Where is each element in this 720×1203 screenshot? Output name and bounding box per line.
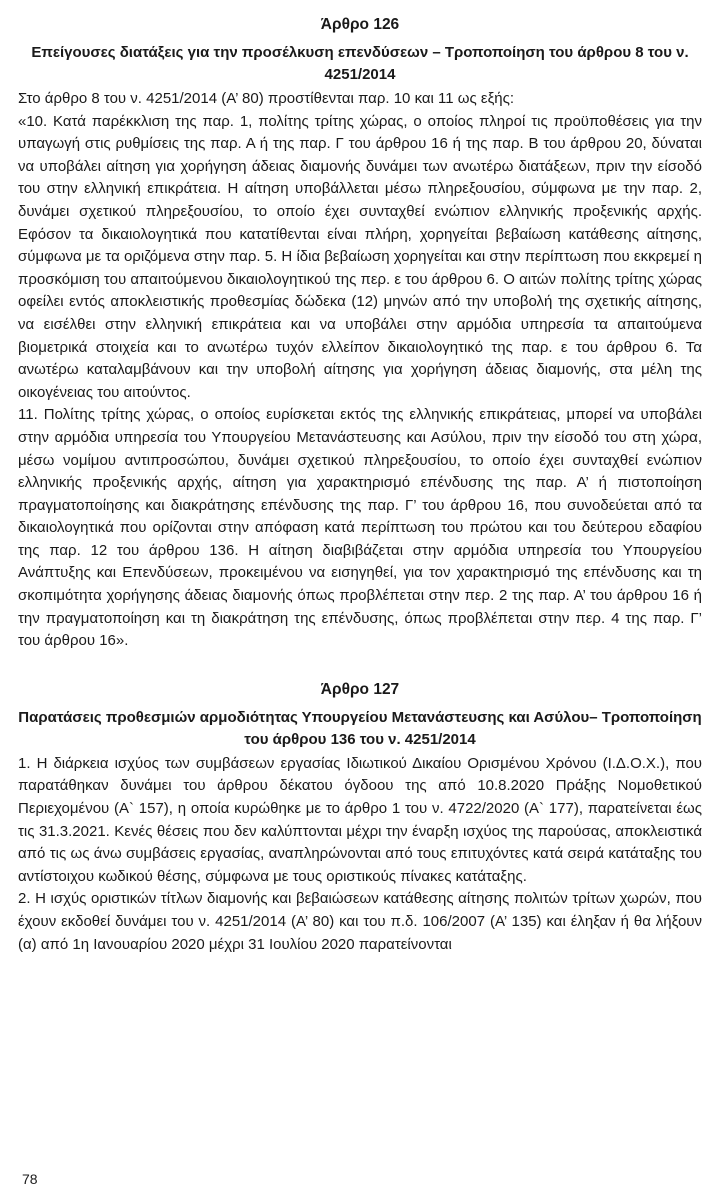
article-paragraph: 1. Η διάρκεια ισχύος των συμβάσεων εργασίας Ιδιωτικού Δικαίου Ορισμένου Χρόνου (Ι.Δ.Ο.Χ.), που παρατάθηκαν δυνάμει του άρθρου δέκατου όγδοου της από 10.8.2020 Πράξης Νομοθετικού Περιεχομένου (Α` 157), η οποία κυρώθηκε με το άρθρο 1 του ν. 4722/2020 (Α` 177), παρατείνεται έως τις 31.3.2021. Κενές θέσεις που δεν καλύπτονται μέχρι την έναρξη ισχύος της παρούσας, αποκλειστικά από τις ως άνω συμβάσεις εργασίας, αναπληρώνονται από τους επιτυχόντες κατά σειρά κατάταξης του αντίστοιχου κωδικού θέσης, σύμφωνα με τους οριστικούς πίνακες κατάταξης. bbox=[18, 754, 702, 885]
article-heading: Άρθρο 127 bbox=[320, 680, 400, 698]
document-page bbox=[18, 14, 702, 956]
article-heading: Άρθρο 126 bbox=[320, 16, 400, 33]
article-127 bbox=[18, 679, 702, 956]
article-paragraph: «10. Κατά παρέκκλιση της παρ. 1, πολίτης τρίτης χώρας, ο οποίος πληροί τις προϋποθέσεις για την υπαγωγή στις ρυθμίσεις της παρ. Α ή της παρ. Γ του άρθρου 16 ή της παρ. Β του άρθρου 20, δύναται να υποβάλει αίτηση για χορήγηση άδειας διαμονής δυνάμει των ανωτέρω διατάξεων, πριν την είσοδό του στην ελληνική επικράτεια. Η αίτηση υποβάλλεται μέσω πληρεξουσίου, σύμφωνα με την παρ. 2, δυνάμει σχετικού πληρεξουσίου, το οποίο έχει συνταχθεί ενώπιον ελληνικής προξενικής αρχής. Εφόσον τα δικαιολογητικά που κατατίθενται είναι πλήρη, χορηγείται βεβαίωση κατάθεσης αίτησης, σύμφωνα με τα οριζόμενα στην παρ. 5. Η ίδια βεβαίωση χορηγείται και στην περίπτωση που εκκρεμεί η προσκόμιση του απαιτούμενου δικαιολογητικού της περ. ε του άρθρου 6. Ο αιτών πολίτης τρίτης χώρας οφείλει εντός αποκλειστικής προθεσμίας δώδεκα (12) μηνών από την υποβολή της σχετικής αίτησης, να εισέλθει στην ελληνική επικράτεια και να υποβάλει στην αρμόδια υπηρεσία τα απαιτούμενα βιομετρικά στοιχεία και το ανωτέρω τυχόν ελλείπον δικαιολογητικό της παρ. ε του άρθρου 6. Τα ανωτέρω καταλαμβάνουν και την υποβολή αίτησης για χορήγηση άδειας διαμονής, στα μέλη της οικογένειας του αιτούντος. bbox=[18, 112, 702, 401]
article-subtitle: Παρατάσεις προθεσμιών αρμοδιότητας Υπουργείου Μετανάστευσης και Ασύλου– Τροποποίηση του άρθρου 136 του ν. 4251/2014 bbox=[18, 708, 702, 748]
article-paragraph: Στο άρθρο 8 του ν. 4251/2014 (Α’ 80) προστίθενται παρ. 10 και 11 ως εξής: bbox=[18, 90, 515, 107]
article-126 bbox=[18, 14, 702, 653]
article-paragraph: 11. Πολίτης τρίτης χώρας, ο οποίος ευρίσκεται εκτός της ελληνικής επικράτειας, μπορεί να υποβάλει στην αρμόδια υπηρεσία του Υπουργείου Μετανάστευσης και Ασύλου, πριν την είσοδό του στη χώρα, μέσω νομίμου αντιπροσώπου, δυνάμει σχετικού πληρεξουσίου, το οποίο έχει συνταχθεί ενώπιον ελληνικής προξενικής αρχής, αίτηση για χαρακτηρισμό επένδυσης της παρ. Α’ ή πιστοποίηση πραγματοποίησης και διακράτησης επένδυσης της παρ. Γ’ του άρθρου 16, που συνοδεύεται από τα δικαιολογητικά που ορίζονται στην απόφαση κατά περίπτωση του πρώτου και του δεύτερου εδαφίου της παρ. 12 του άρθρου 136. Η αίτηση διαβιβάζεται στην αρμόδια υπηρεσία του Υπουργείου Ανάπτυξης και Επενδύσεων, προκειμένου να εισηγηθεί, για τον χαρακτηρισμό της επένδυσης και τη σκοπιμότητα χορήγησης άδειας διαμονής όπως προβλέπεται στην περ. 2 της παρ. Α’ του άρθρου 16 ή την πραγματοποίηση και τη διακράτηση της επένδυσης, όπως προβλέπεται στην περ. 4 της παρ. Γ’ του άρθρου 16». bbox=[18, 406, 702, 650]
article-paragraph: 2. Η ισχύς οριστικών τίτλων διαμονής και βεβαιώσεων κατάθεσης αίτησης πολιτών τρίτων χωρών, που έχουν εκδοθεί δυνάμει του ν. 4251/2014 (Α’ 80) και του π.δ. 106/2007 (Α’ 135) και έληξαν ή θα λήξουν (α) από 1η Ιανουαρίου 2020 μέχρι 31 Ιουλίου 2020 παρατείνονται bbox=[18, 890, 702, 953]
article-subtitle: Επείγουσες διατάξεις για την προσέλκυση επενδύσεων – Τροποποίηση του άρθρου 8 του ν. 4251/2014 bbox=[31, 44, 689, 83]
page-number: 78 bbox=[22, 1171, 38, 1187]
